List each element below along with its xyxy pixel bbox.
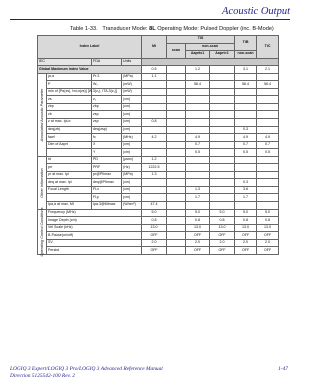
aaprt-le-header: Aaprt≤1 <box>186 51 210 59</box>
units-label: (Hz) <box>122 164 142 172</box>
units-header: Units <box>122 58 142 66</box>
oi-row-value-4: 0.3 <box>235 179 257 187</box>
oi-row-value-5 <box>257 171 279 179</box>
aap-row-value-5 <box>257 111 279 119</box>
aap-row-value-2: 0.7 <box>186 141 210 149</box>
occ-row-value-4: 0.8 <box>235 217 257 225</box>
fda-label: Y <box>92 149 122 157</box>
section-label-text: Operating Control Conditions <box>40 207 45 257</box>
aap-row <box>38 111 279 119</box>
occ-row-value-5: 2.0 <box>257 239 279 247</box>
occ-row-value-5: 13.0 <box>257 224 279 232</box>
aap-row-value-5 <box>257 126 279 134</box>
occ-row-value-3: OFF <box>210 232 235 240</box>
fda-label: FLy <box>92 194 122 202</box>
index-label-header: Index Label <box>38 36 142 59</box>
occ-row <box>38 209 279 217</box>
aap-row-value-2: 56.4 <box>186 81 210 89</box>
caption-table-number: Table 1-33. <box>70 26 98 32</box>
aap-row-value-2 <box>186 119 210 127</box>
acoustic-output-table <box>37 35 279 255</box>
gmi-mi: 0.5 <box>142 66 167 74</box>
aap-row <box>38 119 279 127</box>
aap-row-value-3 <box>210 96 235 104</box>
oi-row-value-3 <box>210 156 235 164</box>
aap-row-value-3 <box>210 141 235 149</box>
aap-row-value-3 <box>210 103 235 111</box>
aap-row <box>38 96 279 104</box>
aap-row-value-2: 4.9 <box>186 134 210 142</box>
units-label: (cm) <box>122 126 142 134</box>
oi-row-value-1 <box>167 164 186 172</box>
oi-row-value-4 <box>235 202 257 210</box>
header-rule <box>10 19 290 20</box>
iec-label: zb <box>47 111 92 119</box>
fda-label: Pr.3 <box>92 73 122 81</box>
oi-row-value-3 <box>210 164 235 172</box>
aap-row-value-0 <box>142 88 167 96</box>
occ-row <box>38 217 279 225</box>
iec-label: Dim of Aaprt <box>47 141 92 149</box>
occ-row-value-1 <box>167 224 186 232</box>
oi-row-value-4: 3.6 <box>235 186 257 194</box>
oi-row-value-0: 1222.5 <box>142 164 167 172</box>
tib-header: TIB <box>235 36 257 51</box>
units-label: (mW) <box>122 81 142 89</box>
oi-row-value-2 <box>186 156 210 164</box>
aap-row-value-1 <box>167 119 186 127</box>
aap-row-value-4 <box>235 73 257 81</box>
occ-row-value-2: 0.8 <box>186 217 210 225</box>
aap-row <box>38 81 279 89</box>
occ-row-value-0: 5.0 <box>142 209 167 217</box>
units-label: (cm) <box>122 111 142 119</box>
section-label-text: Associated Acoustic Parameter <box>40 88 45 142</box>
aap-row-value-1 <box>167 141 186 149</box>
oi-row-value-5 <box>257 156 279 164</box>
footer-manual-info <box>10 366 163 380</box>
aap-row-value-0: 1.1 <box>142 73 167 81</box>
aap-row-value-4 <box>235 96 257 104</box>
oi-row-value-4: 1.7 <box>235 194 257 202</box>
iec-label: zs <box>47 96 92 104</box>
iec-label: P <box>47 81 92 89</box>
oi-row-value-0: 1.2 <box>142 156 167 164</box>
aap-row-value-2 <box>186 111 210 119</box>
subheader-fill <box>142 58 279 66</box>
aap-row <box>38 134 279 142</box>
occ-row-value-1 <box>167 209 186 217</box>
occ-row-value-2: OFF <box>186 232 210 240</box>
aap-row-value-5 <box>257 73 279 81</box>
fda-label: fc <box>92 134 122 142</box>
oi-row-value-5 <box>257 194 279 202</box>
fda-label: zsp <box>92 119 122 127</box>
aap-row-value-0: 0.8 <box>142 119 167 127</box>
iec-label: ρr,α <box>47 73 92 81</box>
aap-row <box>38 126 279 134</box>
aap-row-value-4 <box>235 119 257 127</box>
section-label-text: Other Information <box>40 167 45 198</box>
section-label-oi <box>38 156 47 209</box>
occ-row-value-4: 13.0 <box>235 224 257 232</box>
footer-page-number: 1-47 <box>278 366 288 372</box>
oi-row-value-3 <box>210 186 235 194</box>
occ-label: Persist <box>47 247 142 255</box>
occ-row-value-4: OFF <box>235 247 257 255</box>
occ-row-value-0: OFF <box>142 232 167 240</box>
aap-row-value-0 <box>142 103 167 111</box>
occ-row-value-0: 13.0 <box>142 224 167 232</box>
aap-row-value-2 <box>186 73 210 81</box>
scan-header: scan <box>167 43 186 58</box>
iec-label: min of [Pα(zs), Iτα,α(zs)] [W.3(z₁), ITA.3(z₁)] <box>47 88 92 96</box>
aap-row <box>38 88 279 96</box>
aap-row-value-1 <box>167 126 186 134</box>
aap-row-value-0 <box>142 111 167 119</box>
fda-label: deq@PIImax <box>92 179 122 187</box>
oi-row-value-2: 1.7 <box>186 194 210 202</box>
occ-row-value-5: 0.8 <box>257 217 279 225</box>
units-label: (cm) <box>122 96 142 104</box>
units-label: (cm) <box>122 186 142 194</box>
iec-label: deq at max. Ipi <box>47 179 92 187</box>
aaprt-gt-header: Aaprt>1 <box>210 51 235 59</box>
iec-header: IEC <box>38 58 92 66</box>
oi-row-value-0 <box>142 179 167 187</box>
occ-row-value-4: OFF <box>235 232 257 240</box>
oi-row <box>38 164 279 172</box>
units-label: (cm) <box>122 103 142 111</box>
aap-row-value-3 <box>210 134 235 142</box>
aap-row-value-4 <box>235 111 257 119</box>
occ-row <box>38 232 279 240</box>
aap-row-value-3 <box>210 149 235 157</box>
oi-row-value-3 <box>210 179 235 187</box>
aap-row-value-1 <box>167 149 186 157</box>
tis-header: TIS <box>167 36 235 44</box>
oi-row <box>38 171 279 179</box>
occ-row-value-4: 2.0 <box>235 239 257 247</box>
aap-row-value-5 <box>257 96 279 104</box>
aap-row-value-1 <box>167 103 186 111</box>
oi-row-value-5 <box>257 164 279 172</box>
aap-row-value-0 <box>142 149 167 157</box>
aap-row-value-3 <box>210 73 235 81</box>
units-label: (cm) <box>122 149 142 157</box>
occ-row-value-3: 5.0 <box>210 209 235 217</box>
oi-row <box>38 202 279 210</box>
global-max-index-label: Global Maximum Index Value <box>38 66 142 74</box>
aap-row-value-5 <box>257 88 279 96</box>
units-label: (MHz) <box>122 134 142 142</box>
aap-row-value-3 <box>210 126 235 134</box>
aap-row-value-1 <box>167 111 186 119</box>
oi-row <box>38 179 279 187</box>
aap-row-value-4: 0.7 <box>235 141 257 149</box>
caption-text-before: Transducer Mode: <box>102 26 150 32</box>
aap-row <box>38 141 279 149</box>
iec-label: pr at max. Ipi <box>47 171 92 179</box>
aap-row-value-0 <box>142 81 167 89</box>
units-label: (cm) <box>122 179 142 187</box>
occ-row-value-0: OFF <box>142 247 167 255</box>
gmi-tic: 2.1 <box>257 66 279 74</box>
oi-row-value-2 <box>186 164 210 172</box>
iec-label <box>47 194 92 202</box>
aap-row-value-5: 0.5 <box>257 149 279 157</box>
occ-label: Frequency (MHz) <box>47 209 142 217</box>
oi-row-value-4 <box>235 171 257 179</box>
aap-row-value-5: 4.9 <box>257 134 279 142</box>
occ-row <box>38 247 279 255</box>
aap-row-value-4: 56.4 <box>235 81 257 89</box>
occ-row-value-3: 0.8 <box>210 217 235 225</box>
section-label-aap <box>38 73 47 156</box>
fda-label: zbp <box>92 103 122 111</box>
oi-row <box>38 194 279 202</box>
aap-row-value-3 <box>210 88 235 96</box>
aap-row-value-0 <box>142 126 167 134</box>
oi-row-value-0 <box>142 194 167 202</box>
occ-row-value-1 <box>167 217 186 225</box>
iec-label: Focal Length <box>47 186 92 194</box>
fda-label: zsp <box>92 111 122 119</box>
oi-row-value-4 <box>235 164 257 172</box>
oi-row-value-3 <box>210 202 235 210</box>
iec-label: Ipa,α at max. MI <box>47 202 92 210</box>
aap-row-value-2: 0.5 <box>186 149 210 157</box>
oi-row <box>38 186 279 194</box>
aap-row-value-2 <box>186 103 210 111</box>
aap-row-value-1 <box>167 88 186 96</box>
oi-row-value-5 <box>257 202 279 210</box>
occ-row-value-3: 13.0 <box>210 224 235 232</box>
tib-nonscan-header: non-scan <box>235 51 257 59</box>
fda-header: FDA <box>92 58 122 66</box>
units-label: (cm) <box>122 141 142 149</box>
oi-row-value-1 <box>167 186 186 194</box>
iec-label: deq(zb) <box>47 126 92 134</box>
occ-label: Vel Scale (kHz) <box>47 224 142 232</box>
oi-row-value-3 <box>210 194 235 202</box>
aap-row-value-1 <box>167 81 186 89</box>
iec-label: td <box>47 156 92 164</box>
oi-row-value-2 <box>186 179 210 187</box>
iec-label: zbp <box>47 103 92 111</box>
aap-row-value-1 <box>167 73 186 81</box>
occ-row-value-1 <box>167 247 186 255</box>
aap-row-value-3 <box>210 81 235 89</box>
oi-row-value-5 <box>257 179 279 187</box>
aap-row-value-3 <box>210 119 235 127</box>
oi-row-value-3 <box>210 171 235 179</box>
aap-row-value-4: 4.9 <box>235 134 257 142</box>
occ-row-value-2: OFF <box>186 247 210 255</box>
fda-label: z₁ <box>92 96 122 104</box>
aap-row-value-1 <box>167 96 186 104</box>
occ-row-value-1 <box>167 239 186 247</box>
occ-row-value-5: OFF <box>257 247 279 255</box>
units-label: (MPa) <box>122 171 142 179</box>
tic-header: TIC <box>257 36 279 59</box>
occ-label: Image Depth (cm) <box>47 217 142 225</box>
aap-row-value-5: 0.7 <box>257 141 279 149</box>
aap-row-value-5 <box>257 119 279 127</box>
gmi-tis-scan <box>167 66 186 74</box>
occ-row <box>38 224 279 232</box>
aap-row-value-2 <box>186 126 210 134</box>
oi-row-value-5 <box>257 186 279 194</box>
table-caption <box>70 26 290 32</box>
caption-text-after: Operating Mode: Pulsed Doppler (inc. B-Mode) <box>155 26 274 32</box>
occ-row-value-3: 2.0 <box>210 239 235 247</box>
oi-row-value-1 <box>167 156 186 164</box>
aap-row-value-0 <box>142 96 167 104</box>
gmi-tib: 3.1 <box>235 66 257 74</box>
fda-label: PRF <box>92 164 122 172</box>
iec-label <box>47 149 92 157</box>
footer-manual-title: LOGIQ 3 Expert/LOGIQ 3 Pro/LOGIQ 3 Advanced Reference Manual <box>10 366 163 372</box>
fda-label: Ipa.3@MImax <box>92 202 122 210</box>
mi-header: MI <box>142 36 167 59</box>
iec-label: prr <box>47 164 92 172</box>
oi-row-value-0: 1.3 <box>142 171 167 179</box>
aap-row <box>38 149 279 157</box>
occ-label: B-Pause(on/off) <box>47 232 142 240</box>
oi-row <box>38 156 279 164</box>
units-label: (W/cm²) <box>122 202 142 210</box>
oi-row-value-2 <box>186 202 210 210</box>
occ-row <box>38 239 279 247</box>
oi-row-value-1 <box>167 179 186 187</box>
occ-row-value-3: OFF <box>210 247 235 255</box>
fda-label: PD <box>92 156 122 164</box>
oi-row-value-4 <box>235 156 257 164</box>
iec-label: z at max. Ipi,α <box>47 119 92 127</box>
aap-row-value-1 <box>167 134 186 142</box>
units-label: (mW) <box>122 88 142 96</box>
gmi-tis-le: 1.2 <box>186 66 210 74</box>
units-label: (cm) <box>122 194 142 202</box>
gmi-tis-gt <box>210 66 235 74</box>
oi-row-value-1 <box>167 194 186 202</box>
aap-row <box>38 103 279 111</box>
occ-row-value-5: 5.0 <box>257 209 279 217</box>
aap-row-value-4: 0.5 <box>235 149 257 157</box>
oi-row-value-1 <box>167 171 186 179</box>
occ-row-value-1 <box>167 232 186 240</box>
occ-label: SV <box>47 239 142 247</box>
aap-row-value-3 <box>210 111 235 119</box>
aap-row-value-4 <box>235 103 257 111</box>
occ-row-value-4: 5.0 <box>235 209 257 217</box>
caption-mode: 8L <box>149 26 156 32</box>
units-label: (μsec) <box>122 156 142 164</box>
occ-row-value-0: 2.0 <box>142 239 167 247</box>
occ-row-value-0: 0.8 <box>142 217 167 225</box>
oi-row-value-1 <box>167 202 186 210</box>
aap-row-value-2 <box>186 96 210 104</box>
fda-label: FLx <box>92 186 122 194</box>
section-label-occ <box>38 207 47 257</box>
fda-label: pr@PIImax <box>92 171 122 179</box>
oi-row-value-0: 47.4 <box>142 202 167 210</box>
iec-label: fawf <box>47 134 92 142</box>
units-label: (cm) <box>122 119 142 127</box>
fda-label: W₀ <box>92 81 122 89</box>
aap-row-value-4: 0.3 <box>235 126 257 134</box>
aap-row-value-5 <box>257 103 279 111</box>
units-label: (MPa) <box>122 73 142 81</box>
footer-direction: Direction 5125542-100 Rev. 2 <box>10 373 75 380</box>
page-header-title: Acoustic Output <box>222 6 290 17</box>
aap-row-value-5: 56.4 <box>257 81 279 89</box>
aap-row-value-0 <box>142 141 167 149</box>
fda-label: deq(zsp) <box>92 126 122 134</box>
occ-row-value-2: 2.0 <box>186 239 210 247</box>
oi-row-value-0 <box>142 186 167 194</box>
fda-label: X <box>92 141 122 149</box>
oi-row-value-2: 1.3 <box>186 186 210 194</box>
nonscan-header: non-scan <box>186 43 235 51</box>
occ-row-value-2: 5.0 <box>186 209 210 217</box>
oi-row-value-2 <box>186 171 210 179</box>
occ-row-value-2: 13.0 <box>186 224 210 232</box>
aap-row-value-0: 4.2 <box>142 134 167 142</box>
occ-row-value-5: OFF <box>257 232 279 240</box>
aap-row-value-4 <box>235 88 257 96</box>
aap-row-value-2 <box>186 88 210 96</box>
aap-row <box>38 73 279 81</box>
